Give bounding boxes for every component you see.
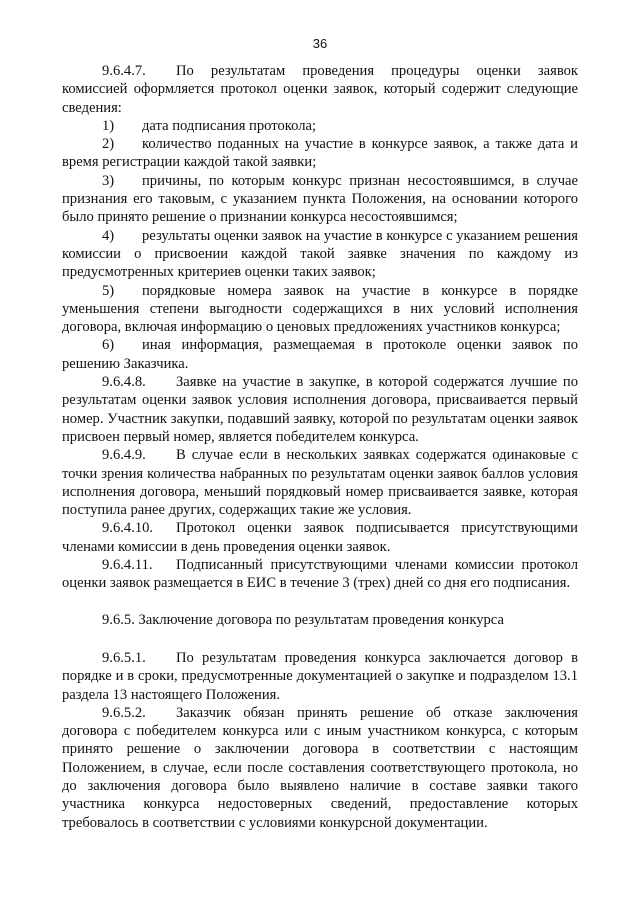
list-item [62, 117, 578, 135]
clause-number: 9.6.4.11. [102, 557, 153, 574]
list-item-text: дата подписания протокола; [142, 117, 317, 134]
list-item-number: 2) [102, 136, 115, 153]
clause-9-6-4-10 [62, 519, 578, 556]
list-item-text: результаты оценки заявок на участие в конкурсе с указанием решения комиссии о присвоении каждой такой заявке значения по каждому из предусмотренных критериев оценки таких заявок; [62, 227, 578, 281]
clause-9-6-4-8 [62, 373, 578, 446]
list-item-number: 5) [102, 282, 115, 299]
list-item-number: 4) [102, 227, 115, 244]
list-item-text: иная информация, размещаемая в протоколе оценки заявок по решению Заказчика. [62, 337, 578, 372]
list-item-number: 1) [102, 117, 115, 134]
document-body [62, 62, 578, 832]
page-number: 36 [312, 36, 328, 51]
clause-number: 9.6.4.9. [102, 447, 146, 464]
clause-number: 9.6.4.10. [102, 520, 154, 537]
clause-9-6-4-9 [62, 446, 578, 519]
list-item [62, 336, 578, 373]
section-heading: 9.6.5. Заключение договора по результатам проведения конкурса [102, 611, 504, 628]
clause-number: 9.6.5.2. [102, 704, 146, 721]
list-item-text: порядковые номера заявок на участие в конкурсе в порядке уменьшения степени выгодности содержащихся в них условий исполнения договора, включая информацию о ценовых предложениях участников конкурса; [62, 282, 578, 336]
clause-9-6-4-7 [62, 62, 578, 117]
clause-text: В случае если в нескольких заявках содержатся одинаковые с точки зрения количества набранных по результатам оценки заявок баллов условия исполнения договора, меньший порядковый номер присваивается заявке, которая поступила ранее других, содержащих такие же условия. [62, 447, 578, 519]
list-item-text: количество поданных на участие в конкурсе заявок, а также дата и время регистрации каждой такой заявки; [62, 136, 578, 171]
clause-text: По результатам проведения конкурса заключается договор в порядке и в сроки, предусмотренные документацией о закупке и подразделом 13.1 раздела 13 настоящего Положения. [62, 649, 578, 703]
list-item-number: 6) [102, 337, 115, 354]
clause-text: Заявке на участие в закупке, в которой содержатся лучшие по результатам оценки заявок условия исполнения договора, присваивается первый номер. Участник закупки, подавший заявку, которой по результатам оценки заявок присвоен первый номер, является победителем конкурса. [62, 374, 578, 445]
clause-9-6-5-1 [62, 649, 578, 704]
list-item [62, 135, 578, 172]
clause-text: По результатам проведения процедуры оценки заявок комиссией оформляется протокол оценки заявок, который содержит следующие сведения: [62, 63, 578, 116]
clause-number: 9.6.5.1. [102, 649, 146, 666]
clause-9-6-5-2 [62, 704, 578, 832]
list-item-text: причины, по которым конкурс признан несостоявшимся, в случае признания его таковым, с указанием пункта Положения, на основании которого было принято решение о признании конкурса несостоявшимся; [62, 172, 578, 226]
clause-number: 9.6.4.7. [102, 63, 146, 79]
clause-text: Подписанный присутствующими членами комиссии протокол оценки заявок размещается в ЕИС в течение 3 (трех) дней со дня его подписания. [62, 557, 578, 592]
clause-9-6-4-11 [62, 556, 578, 593]
list-item [62, 227, 578, 282]
clause-text: Протокол оценки заявок подписывается присутствующими членами комиссии в день проведения оценки заявок. [62, 520, 578, 555]
list-item [62, 172, 578, 227]
list-item-number: 3) [102, 172, 115, 189]
clause-text: Заказчик обязан принять решение об отказе заключения договора с победителем конкурса или с иным участником конкурса, с которым принято решение о заключении договора в соответствии с настоящим Положением, в случае, если после составления соответствующего протокола, но до заключения договора было выявлено наличие в составе заявки такого участника конкурса недостоверных сведений, предоставление которых требовалось в соответствии с условиями конкурсной документации. [62, 704, 578, 831]
list-item [62, 282, 578, 337]
clause-number: 9.6.4.8. [102, 374, 146, 391]
